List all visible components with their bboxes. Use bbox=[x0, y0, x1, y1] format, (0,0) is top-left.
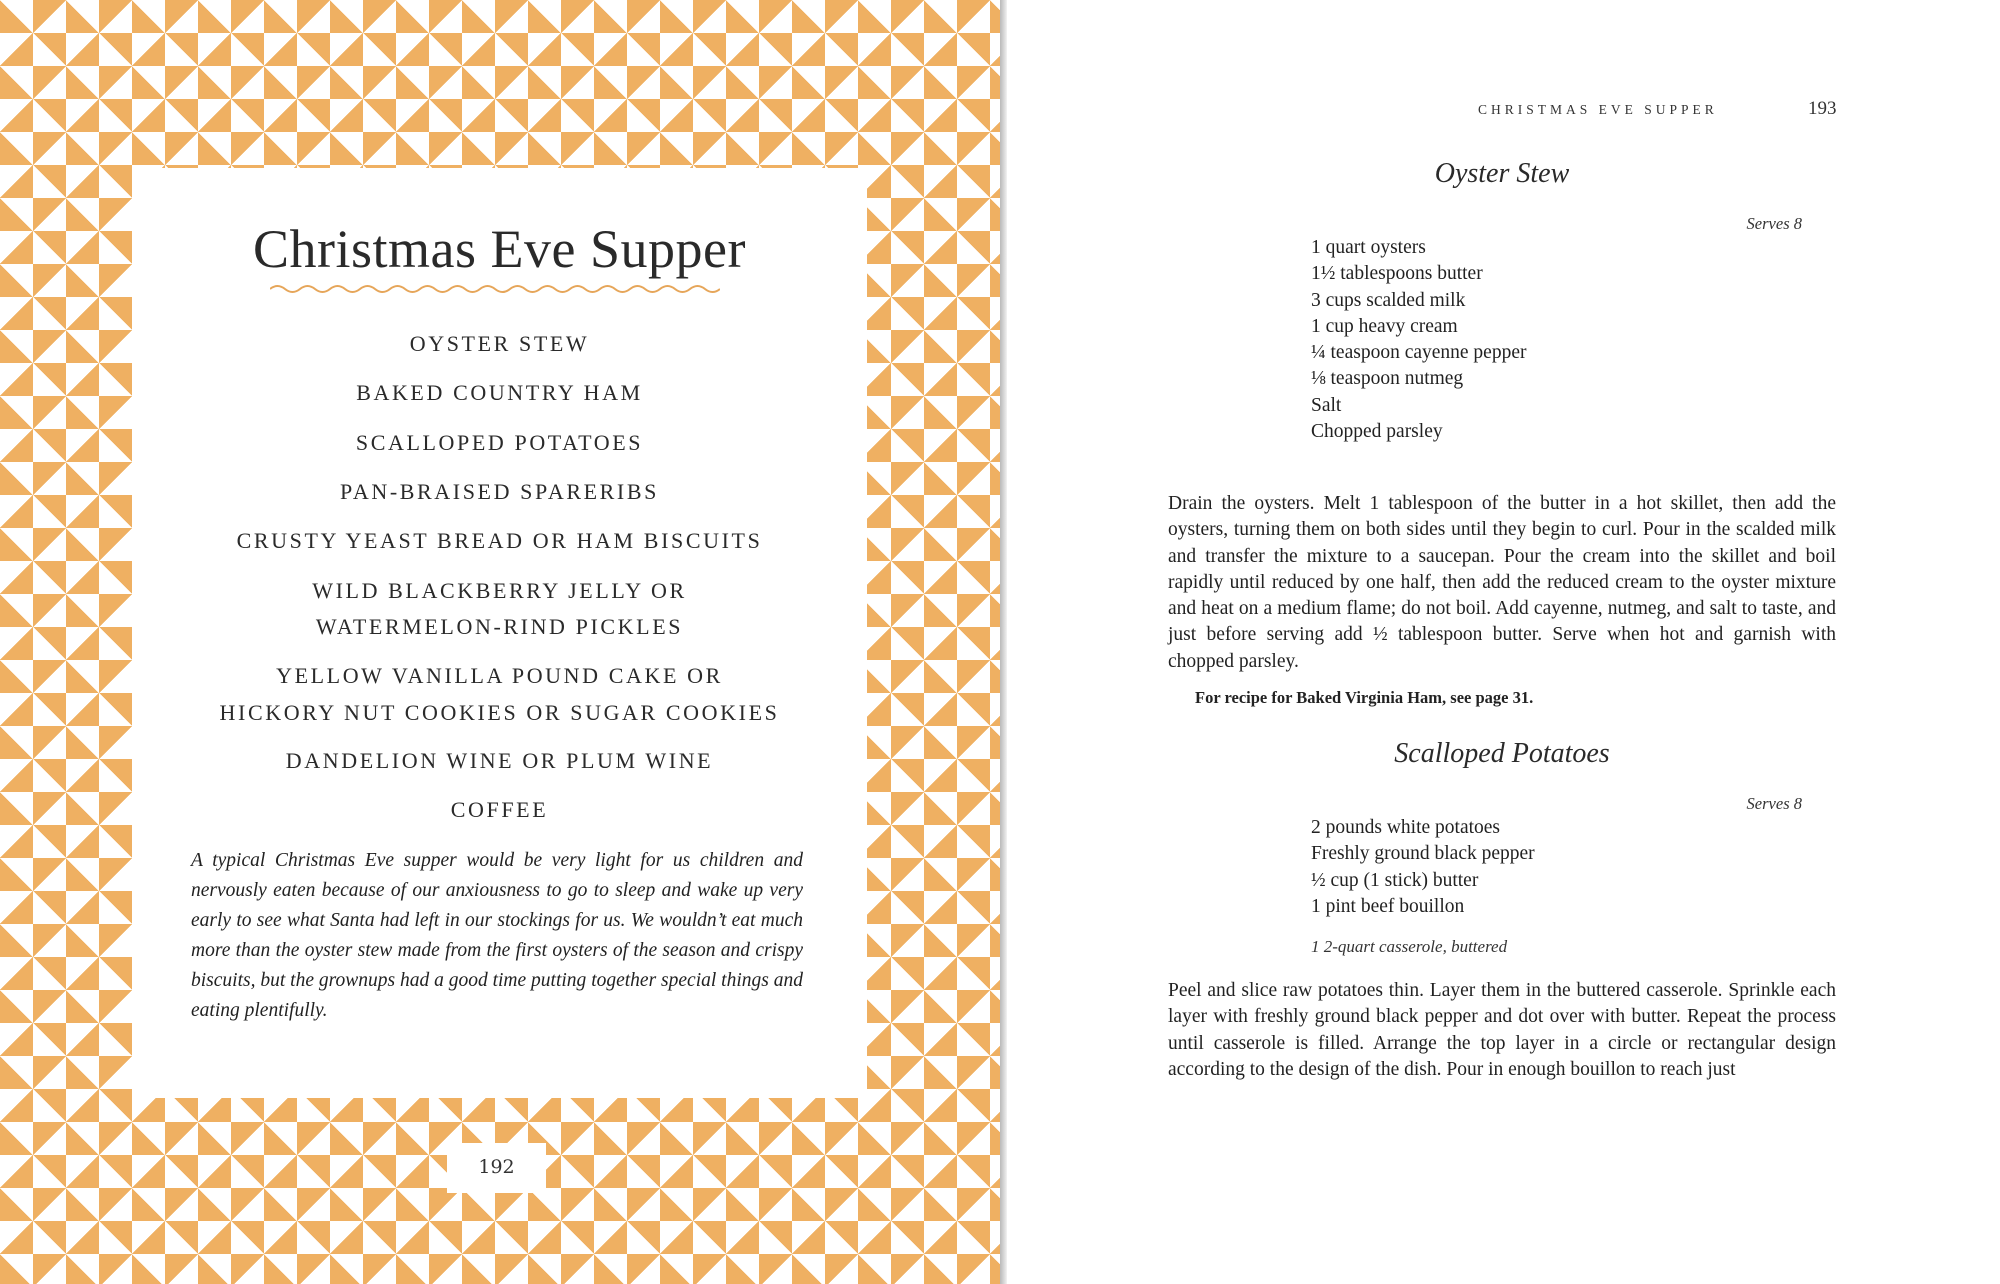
menu-item-blackberry-jelly: WILD BLACKBERRY JELLY OR bbox=[312, 578, 687, 603]
serves-oyster-stew: Serves 8 bbox=[1746, 214, 1802, 233]
directions-scalloped-potatoes: Peel and slice raw potatoes thin. Layer them in the buttered casserole. Sprinkle each layer with freshly ground black pepper and dot over with butter. Repeat the process until casserole is filled. Arrange the top layer in a circle or rectangular design according to the design of the dish. Pour in enough bouillon to reach just bbox=[1168, 980, 1836, 1080]
page-number-left: 192 bbox=[478, 1156, 515, 1178]
ingredient-item: Salt bbox=[1311, 394, 1342, 416]
menu-item-scalloped-potatoes: SCALLOPED POTATOES bbox=[355, 430, 644, 455]
menu-item-pound-cake: YELLOW VANILLA POUND CAKE OR bbox=[276, 663, 723, 688]
running-head: CHRISTMAS EVE SUPPER bbox=[1478, 102, 1718, 117]
recipe-title-oyster-stew: Oyster Stew bbox=[1434, 158, 1570, 189]
ingredient-item: 1½ tablespoons butter bbox=[1311, 263, 1483, 285]
menu-title: Christmas Eve Supper bbox=[253, 219, 746, 279]
menu-item-watermelon-pickles: WATERMELON-RIND PICKLES bbox=[315, 614, 684, 639]
menu-item-baked-country-ham: BAKED COUNTRY HAM bbox=[356, 380, 643, 405]
page-number-right: 193 bbox=[1808, 98, 1837, 119]
menu-item-cookies: HICKORY NUT COOKIES OR SUGAR COOKIES bbox=[219, 700, 780, 725]
ingredient-item: 1 pint beef bouillon bbox=[1311, 895, 1465, 917]
ingredient-item: Freshly ground black pepper bbox=[1311, 843, 1535, 865]
menu-item-pan-braised-spareribs: PAN-BRAISED SPARERIBS bbox=[340, 479, 659, 504]
directions-oyster-stew: Drain the oysters. Melt 1 tablespoon of the butter in a hot skillet, then add the oysters, turning them on both sides until they begin to curl. Pour in the scalded milk and transfer the mixture to a saucepan. Pour the cream into the skillet and boil rapidly until reduced by one half, then add the reduced cream to the oyster mixture and heat on a medium flame; do not boil. Add cayenne, nutmeg, and salt to taste, and just before serving add ½ tablespoon butter. Serve when hot and garnish with chopped parsley. bbox=[1168, 493, 1836, 672]
menu-item-wine: DANDELION WINE OR PLUM WINE bbox=[285, 748, 714, 773]
menu-item-coffee: COFFEE bbox=[450, 797, 549, 822]
ham-recipe-reference: For recipe for Baked Virginia Ham, see page 31. bbox=[1195, 688, 1534, 707]
ingredient-item: ½ cup (1 stick) butter bbox=[1311, 869, 1479, 891]
recipe-title-scalloped-potatoes: Scalloped Potatoes bbox=[1394, 738, 1610, 769]
title-wave-ornament bbox=[270, 282, 720, 296]
ingredient-list-oyster-stew bbox=[1311, 235, 1527, 445]
ingredient-item: 1 cup heavy cream bbox=[1311, 315, 1458, 337]
menu-item-oyster-stew: OYSTER STEW bbox=[409, 331, 590, 356]
ingredient-item: ¼ teaspoon cayenne pepper bbox=[1311, 342, 1527, 364]
menu-item-bread-or-biscuits: CRUSTY YEAST BREAD OR HAM BISCUITS bbox=[236, 528, 763, 553]
book-gutter bbox=[1000, 0, 1007, 1284]
ingredient-item: 1 quart oysters bbox=[1311, 237, 1426, 258]
ingredient-item: 3 cups scalded milk bbox=[1311, 289, 1466, 311]
equipment-scalloped-potatoes: 1 2-quart casserole, buttered bbox=[1311, 937, 1508, 956]
ingredient-item: 2 pounds white potatoes bbox=[1311, 817, 1501, 838]
ingredient-list-scalloped-potatoes bbox=[1311, 815, 1535, 920]
serves-scalloped-potatoes: Serves 8 bbox=[1746, 794, 1802, 813]
menu-intro-paragraph: A typical Christmas Eve supper would be very light for us children and nervously eaten because of our anxiousness to go to sleep and wake up very early to see what Santa had left in our stockings for us. We wouldn’t eat much more than the oyster stew made from the first oysters of the season and crispy biscuits, but the grownups had a good time putting together special things and eating plentifully. bbox=[191, 850, 803, 1021]
ingredient-item: Chopped parsley bbox=[1311, 421, 1443, 443]
ingredient-item: ⅛ teaspoon nutmeg bbox=[1311, 368, 1464, 390]
